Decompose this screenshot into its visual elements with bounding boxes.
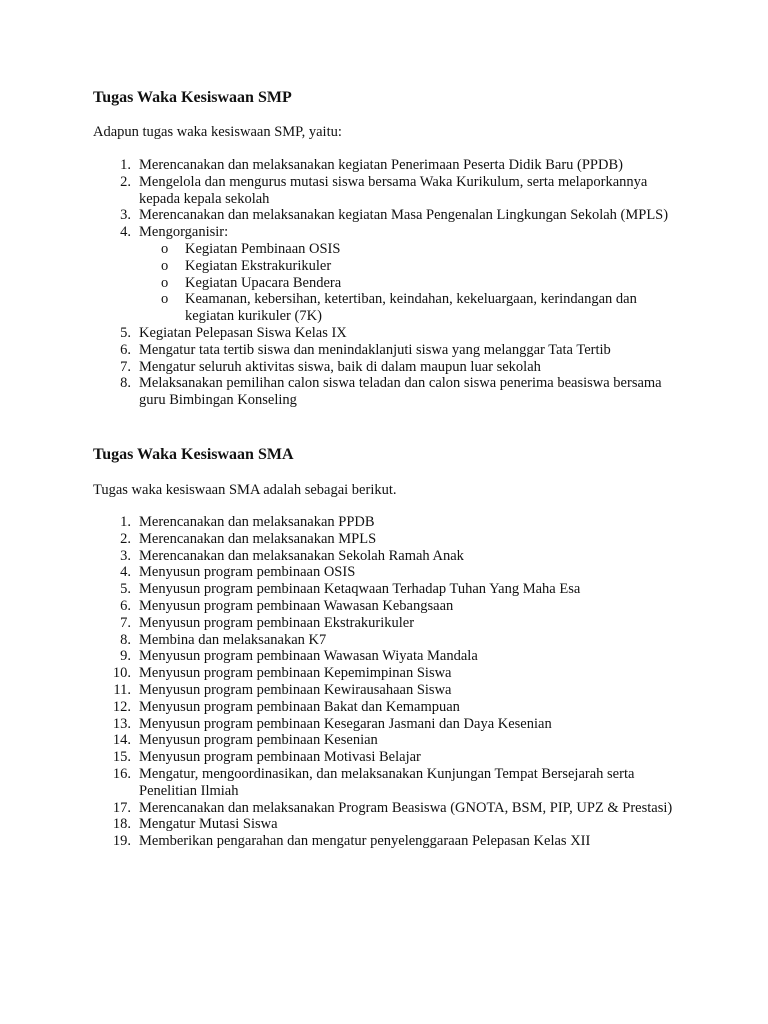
list-item [0,749,680,766]
list-item-text: Menyusun program pembinaan Wawasan Wiyata Mandala [139,648,478,665]
list-item-text: Mengatur tata tertib siswa dan menindaklanjuti siswa yang melanggar Tata Tertib [139,341,611,358]
list-item-text: Merencanakan dan melaksanakan kegiatan Penerimaan Peserta Didik Baru (PPDB) [139,157,623,173]
list-item-text: Menyusun program pembinaan Kesegaran Jasmani dan Daya Kesenian [139,715,552,732]
sub-list-item [139,275,680,292]
list-item-text: Merencanakan dan melaksanakan MPLS [139,530,377,547]
list-item-number: 15. [112,749,131,766]
list-item-number: 16. [112,765,131,782]
list-item-text: Menyusun program pembinaan Motivasi Belajar [139,749,421,766]
list-item-number: 6. [120,341,131,358]
sub-list [139,241,680,325]
list-item [0,648,680,665]
list-item-text: Mengelola dan mengurus mutasi siswa bersama Waka Kurikulum, serta melaporkannya kepada kepala sekolah [139,173,648,207]
list-item [0,514,680,531]
list-item-number: 19. [112,833,131,850]
list-item-number: 3. [120,547,131,564]
smp-section-heading: Tugas Waka Kesiswaan SMP [93,89,292,106]
list-item [0,531,680,548]
list-item-number: 1. [120,514,131,530]
list-item-number: 5. [120,581,131,598]
list-item-text: Mengatur, mengoordinasikan, dan melaksanakan Kunjungan Tempat Bersejarah serta Penelitian Ilmiah [139,765,635,799]
list-item [0,564,680,581]
list-item-text: Menyusun program pembinaan Ekstrakurikuler [139,614,415,631]
list-item-text: Melaksanakan pemilihan calon siswa teladan dan calon siswa penerima beasiswa bersama guru Bimbingan Konseling [139,375,662,409]
list-item [0,800,680,817]
list-item-text: Merencanakan dan melaksanakan kegiatan Masa Pengenalan Lingkungan Sekolah (MPLS) [139,207,669,224]
list-item-number: 2. [120,530,131,547]
list-item-text: Mengatur Mutasi Siswa [139,816,278,833]
list-item [0,359,680,376]
list-item-text: Mengatur seluruh aktivitas siswa, baik di dalam maupun luar sekolah [139,358,541,375]
sma-section-heading: Tugas Waka Kesiswaan SMA [93,446,294,463]
list-item-number: 4. [120,564,131,581]
list-item [0,699,680,716]
list-item-text: Kegiatan Pelepasan Siswa Kelas IX [139,324,347,341]
list-item [0,615,680,632]
bullet-marker: o [161,291,169,308]
list-item-text: Menyusun program pembinaan Bakat dan Kemampuan [139,698,460,715]
list-item-number: 2. [120,173,131,190]
list-item [0,716,680,733]
list-item [0,548,680,565]
list-item-number: 10. [112,665,131,682]
list-item-number: 8. [120,375,131,392]
list-item-number: 7. [120,358,131,375]
sub-list-item-text: Kegiatan Upacara Bendera [185,274,342,291]
list-item [0,581,680,598]
list-item-number: 13. [112,715,131,732]
sub-list-item-text: Kegiatan Pembinaan OSIS [185,240,341,257]
list-item [0,766,680,800]
list-item-number: 1. [120,157,131,173]
list-item-number: 9. [120,648,131,665]
list-item-text: Memberikan pengarahan dan mengatur penyelenggaraan Pelepasan Kelas XII [139,833,591,850]
bullet-marker: o [161,240,169,257]
list-item-text: Menyusun program pembinaan OSIS [139,564,356,581]
list-item-number: 5. [120,324,131,341]
list-item-text: Menyusun program pembinaan Kewirausahaan Siswa [139,681,452,698]
sub-list-item [139,258,680,275]
list-item [0,682,680,699]
list-item-number: 8. [120,631,131,648]
list-item [0,632,680,649]
list-item [0,325,680,342]
list-item-text: Menyusun program pembinaan Ketaqwaan Terhadap Tuhan Yang Maha Esa [139,581,581,598]
list-item-number: 12. [112,698,131,715]
list-item-number: 18. [112,816,131,833]
sub-list-item [139,291,680,325]
smp-intro-text: Adapun tugas waka kesiswaan SMP, yaitu: [93,124,342,140]
list-item [0,833,680,850]
list-item-number: 3. [120,207,131,224]
sma-task-list [0,514,680,850]
list-item [0,665,680,682]
list-item-number: 4. [120,224,131,241]
list-item-text: Membina dan melaksanakan K7 [139,631,327,648]
list-item-number: 7. [120,614,131,631]
list-item-text: Merencanakan dan melaksanakan Program Beasiswa (GNOTA, BSM, PIP, UPZ & Prestasi) [139,799,673,816]
list-item [0,207,680,224]
list-item [0,224,680,325]
list-item-text: Menyusun program pembinaan Wawasan Kebangsaan [139,597,454,614]
sma-intro-text: Tugas waka kesiswaan SMA adalah sebagai berikut. [93,482,397,498]
list-item-text: Menyusun program pembinaan Kesenian [139,732,378,749]
list-item-text: Menyusun program pembinaan Kepemimpinan Siswa [139,665,452,682]
list-item [0,816,680,833]
bullet-marker: o [161,257,169,274]
list-item [0,732,680,749]
list-item [0,375,680,409]
sub-list-item-text: Keamanan, kebersihan, ketertiban, keindahan, kekeluargaan, kerindangan dan kegiatan kurikuler (7K) [185,291,637,325]
list-item [0,598,680,615]
bullet-marker: o [161,274,169,291]
list-item-number: 11. [113,681,131,698]
list-item [0,342,680,359]
list-item-text: Mengorganisir: [139,224,229,241]
list-item [0,157,680,174]
list-item-text: Merencanakan dan melaksanakan PPDB [139,514,375,530]
sub-list-item [139,241,680,258]
list-item-number: 14. [112,732,131,749]
smp-task-list [0,157,680,409]
list-item [0,174,680,208]
sub-list-item-text: Kegiatan Ekstrakurikuler [185,257,332,274]
list-item-number: 6. [120,597,131,614]
list-item-text: Merencanakan dan melaksanakan Sekolah Ramah Anak [139,547,464,564]
list-item-number: 17. [112,799,131,816]
